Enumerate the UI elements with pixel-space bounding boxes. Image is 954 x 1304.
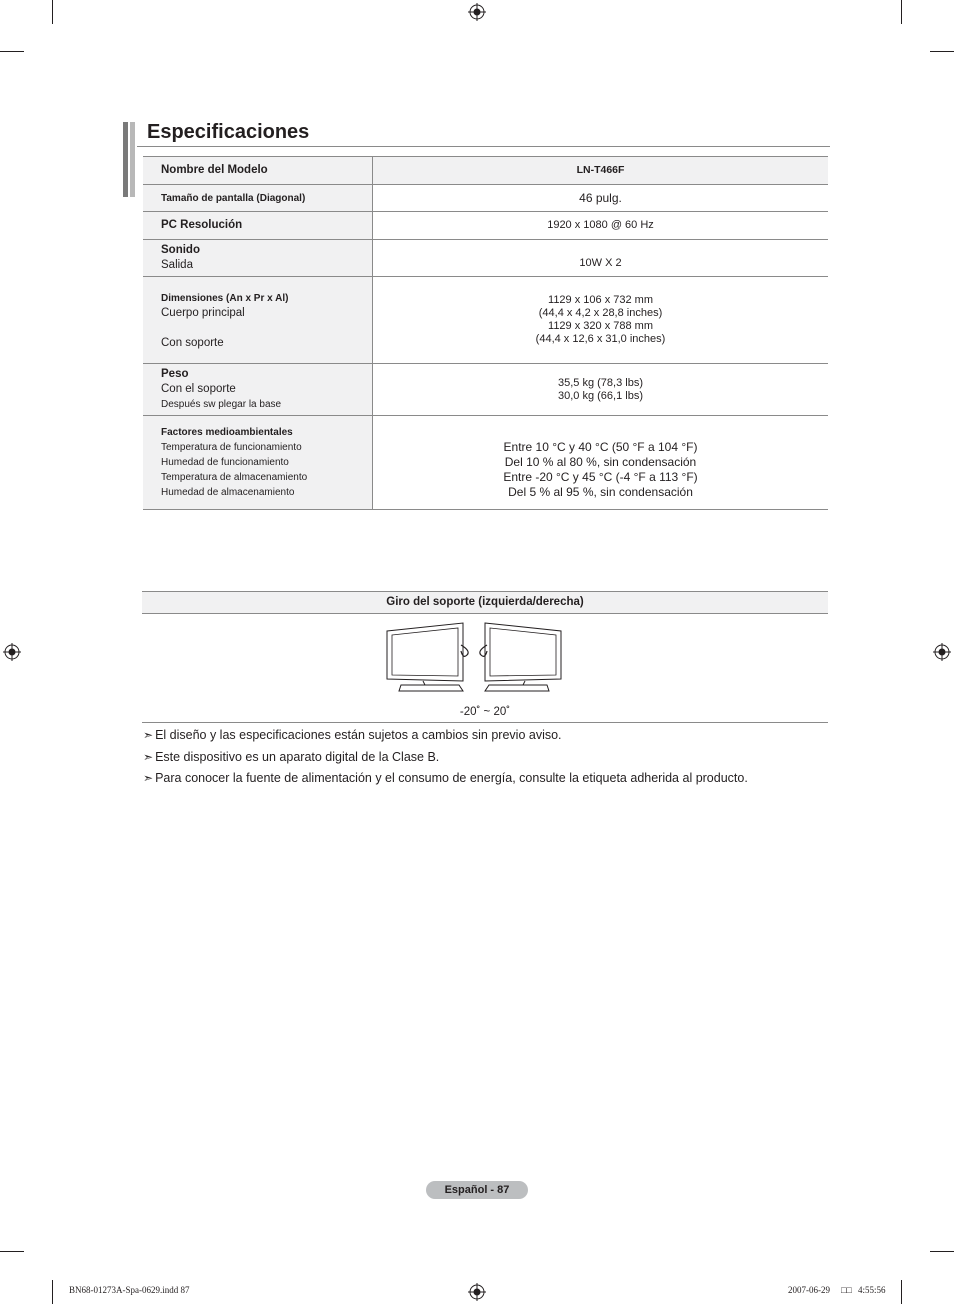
footer-file: BN68-01273A-Spa-0629.indd 87 xyxy=(69,1285,190,1295)
label-output: Salida xyxy=(161,259,193,271)
footer-glyph: □□ xyxy=(841,1285,852,1295)
row-value xyxy=(373,212,829,240)
value-line: 30,0 kg (66,1 lbs) xyxy=(558,389,643,402)
value-line: Entre -20 °C y 45 °C (-4 °F a 113 °F) xyxy=(503,469,698,484)
row-value xyxy=(373,157,829,185)
crop-mark xyxy=(0,51,24,52)
swivel-angle-label: -20˚ ~ 20˚ xyxy=(459,706,511,718)
row-value xyxy=(373,277,829,364)
row-label xyxy=(143,364,373,416)
note-text: Este dispositivo es un aparato digital de la Clase B. xyxy=(155,750,440,764)
row-value xyxy=(373,185,829,212)
swivel-heading: Giro del soporte (izquierda/derecha) xyxy=(142,591,828,614)
registration-mark-icon xyxy=(468,1283,486,1301)
row-label xyxy=(143,416,373,510)
row-value xyxy=(373,364,829,416)
label-screen-size: Tamaño de pantalla (Diagonal) xyxy=(161,192,306,204)
title-divider xyxy=(137,146,830,147)
crop-mark xyxy=(930,1251,954,1252)
value-screen-size: 46 pulg. xyxy=(579,190,622,205)
value-pc-resolution: 1920 x 1080 @ 60 Hz xyxy=(547,219,654,231)
label-with-stand: Con soporte xyxy=(161,337,224,349)
value-line: Del 10 % al 80 %, sin condensación xyxy=(504,454,697,469)
page-number-badge: Español - 87 xyxy=(426,1181,528,1199)
page-title: Especificaciones xyxy=(147,121,310,143)
footer-time: 4:55:56 xyxy=(858,1285,886,1295)
table-row xyxy=(143,185,828,212)
note-text: Para conocer la fuente de alimentación y el consumo de energía, consulte la etiqueta adherida al producto. xyxy=(155,771,748,785)
label-with-stand: Con el soporte xyxy=(161,383,236,395)
note-arrow-icon: ➣ xyxy=(143,750,154,764)
row-label xyxy=(143,185,373,212)
table-row xyxy=(143,416,828,510)
section-divider xyxy=(142,722,828,723)
registration-mark-icon xyxy=(3,643,21,661)
table-row xyxy=(143,277,828,364)
row-label xyxy=(143,277,373,364)
row-label xyxy=(143,157,373,185)
label-model-name: Nombre del Modelo xyxy=(161,164,268,176)
label-pc-resolution: PC Resolución xyxy=(161,219,243,231)
label-operating-temp: Temperatura de funcionamiento xyxy=(161,442,302,453)
note-arrow-icon: ➣ xyxy=(143,771,154,785)
label-storage-temp: Temperatura de almacenamiento xyxy=(161,472,308,483)
row-label xyxy=(143,212,373,240)
table-row xyxy=(143,212,828,240)
footer-date: 2007-06-29 xyxy=(788,1285,830,1295)
value-sound-output: 10W X 2 xyxy=(579,257,622,269)
crop-mark xyxy=(0,1251,24,1252)
row-label xyxy=(143,240,373,277)
value-line: Entre 10 °C y 40 °C (50 °F a 104 °F) xyxy=(503,439,698,454)
registration-mark-icon xyxy=(468,3,486,21)
registration-mark-icon xyxy=(933,643,951,661)
value-line: (44,4 x 4,2 x 28,8 inches) xyxy=(538,307,663,319)
crop-mark xyxy=(901,0,902,24)
label-weight: Peso xyxy=(161,368,189,380)
note-item xyxy=(143,728,562,742)
row-value xyxy=(373,416,829,510)
crop-mark xyxy=(52,1280,53,1304)
label-operating-humidity: Humedad de funcionamiento xyxy=(161,457,289,468)
value-line: 1129 x 320 x 788 mm xyxy=(548,320,653,332)
note-item xyxy=(143,771,748,785)
value-line: (44,4 x 12,6 x 31,0 inches) xyxy=(535,333,666,345)
label-main-body: Cuerpo principal xyxy=(161,307,245,319)
value-model: LN-T466F xyxy=(576,164,625,176)
value-line: 35,5 kg (78,3 lbs) xyxy=(558,376,643,389)
label-without-stand: Después sw plegar la base xyxy=(161,399,282,410)
swivel-illustration xyxy=(385,621,565,695)
crop-mark xyxy=(930,51,954,52)
label-environmental: Factores medioambientales xyxy=(161,427,293,438)
note-text: El diseño y las especificaciones están sujetos a cambios sin previo aviso. xyxy=(155,728,562,742)
title-accent-bar xyxy=(123,122,128,197)
label-storage-humidity: Humedad de almacenamiento xyxy=(161,487,295,498)
table-row xyxy=(143,157,828,185)
label-dimensions: Dimensiones (An x Pr x Al) xyxy=(161,293,289,304)
value-line: 1129 x 106 x 732 mm xyxy=(548,294,653,306)
spec-table xyxy=(143,156,828,510)
row-value xyxy=(373,240,829,277)
crop-mark xyxy=(901,1280,902,1304)
note-arrow-icon: ➣ xyxy=(143,728,154,742)
table-row xyxy=(143,364,828,416)
note-item xyxy=(143,750,439,764)
table-row xyxy=(143,240,828,277)
title-accent-bar xyxy=(130,122,135,197)
value-line: Del 5 % al 95 %, sin condensación xyxy=(508,484,693,499)
label-sound: Sonido xyxy=(161,244,200,256)
crop-mark xyxy=(52,0,53,24)
